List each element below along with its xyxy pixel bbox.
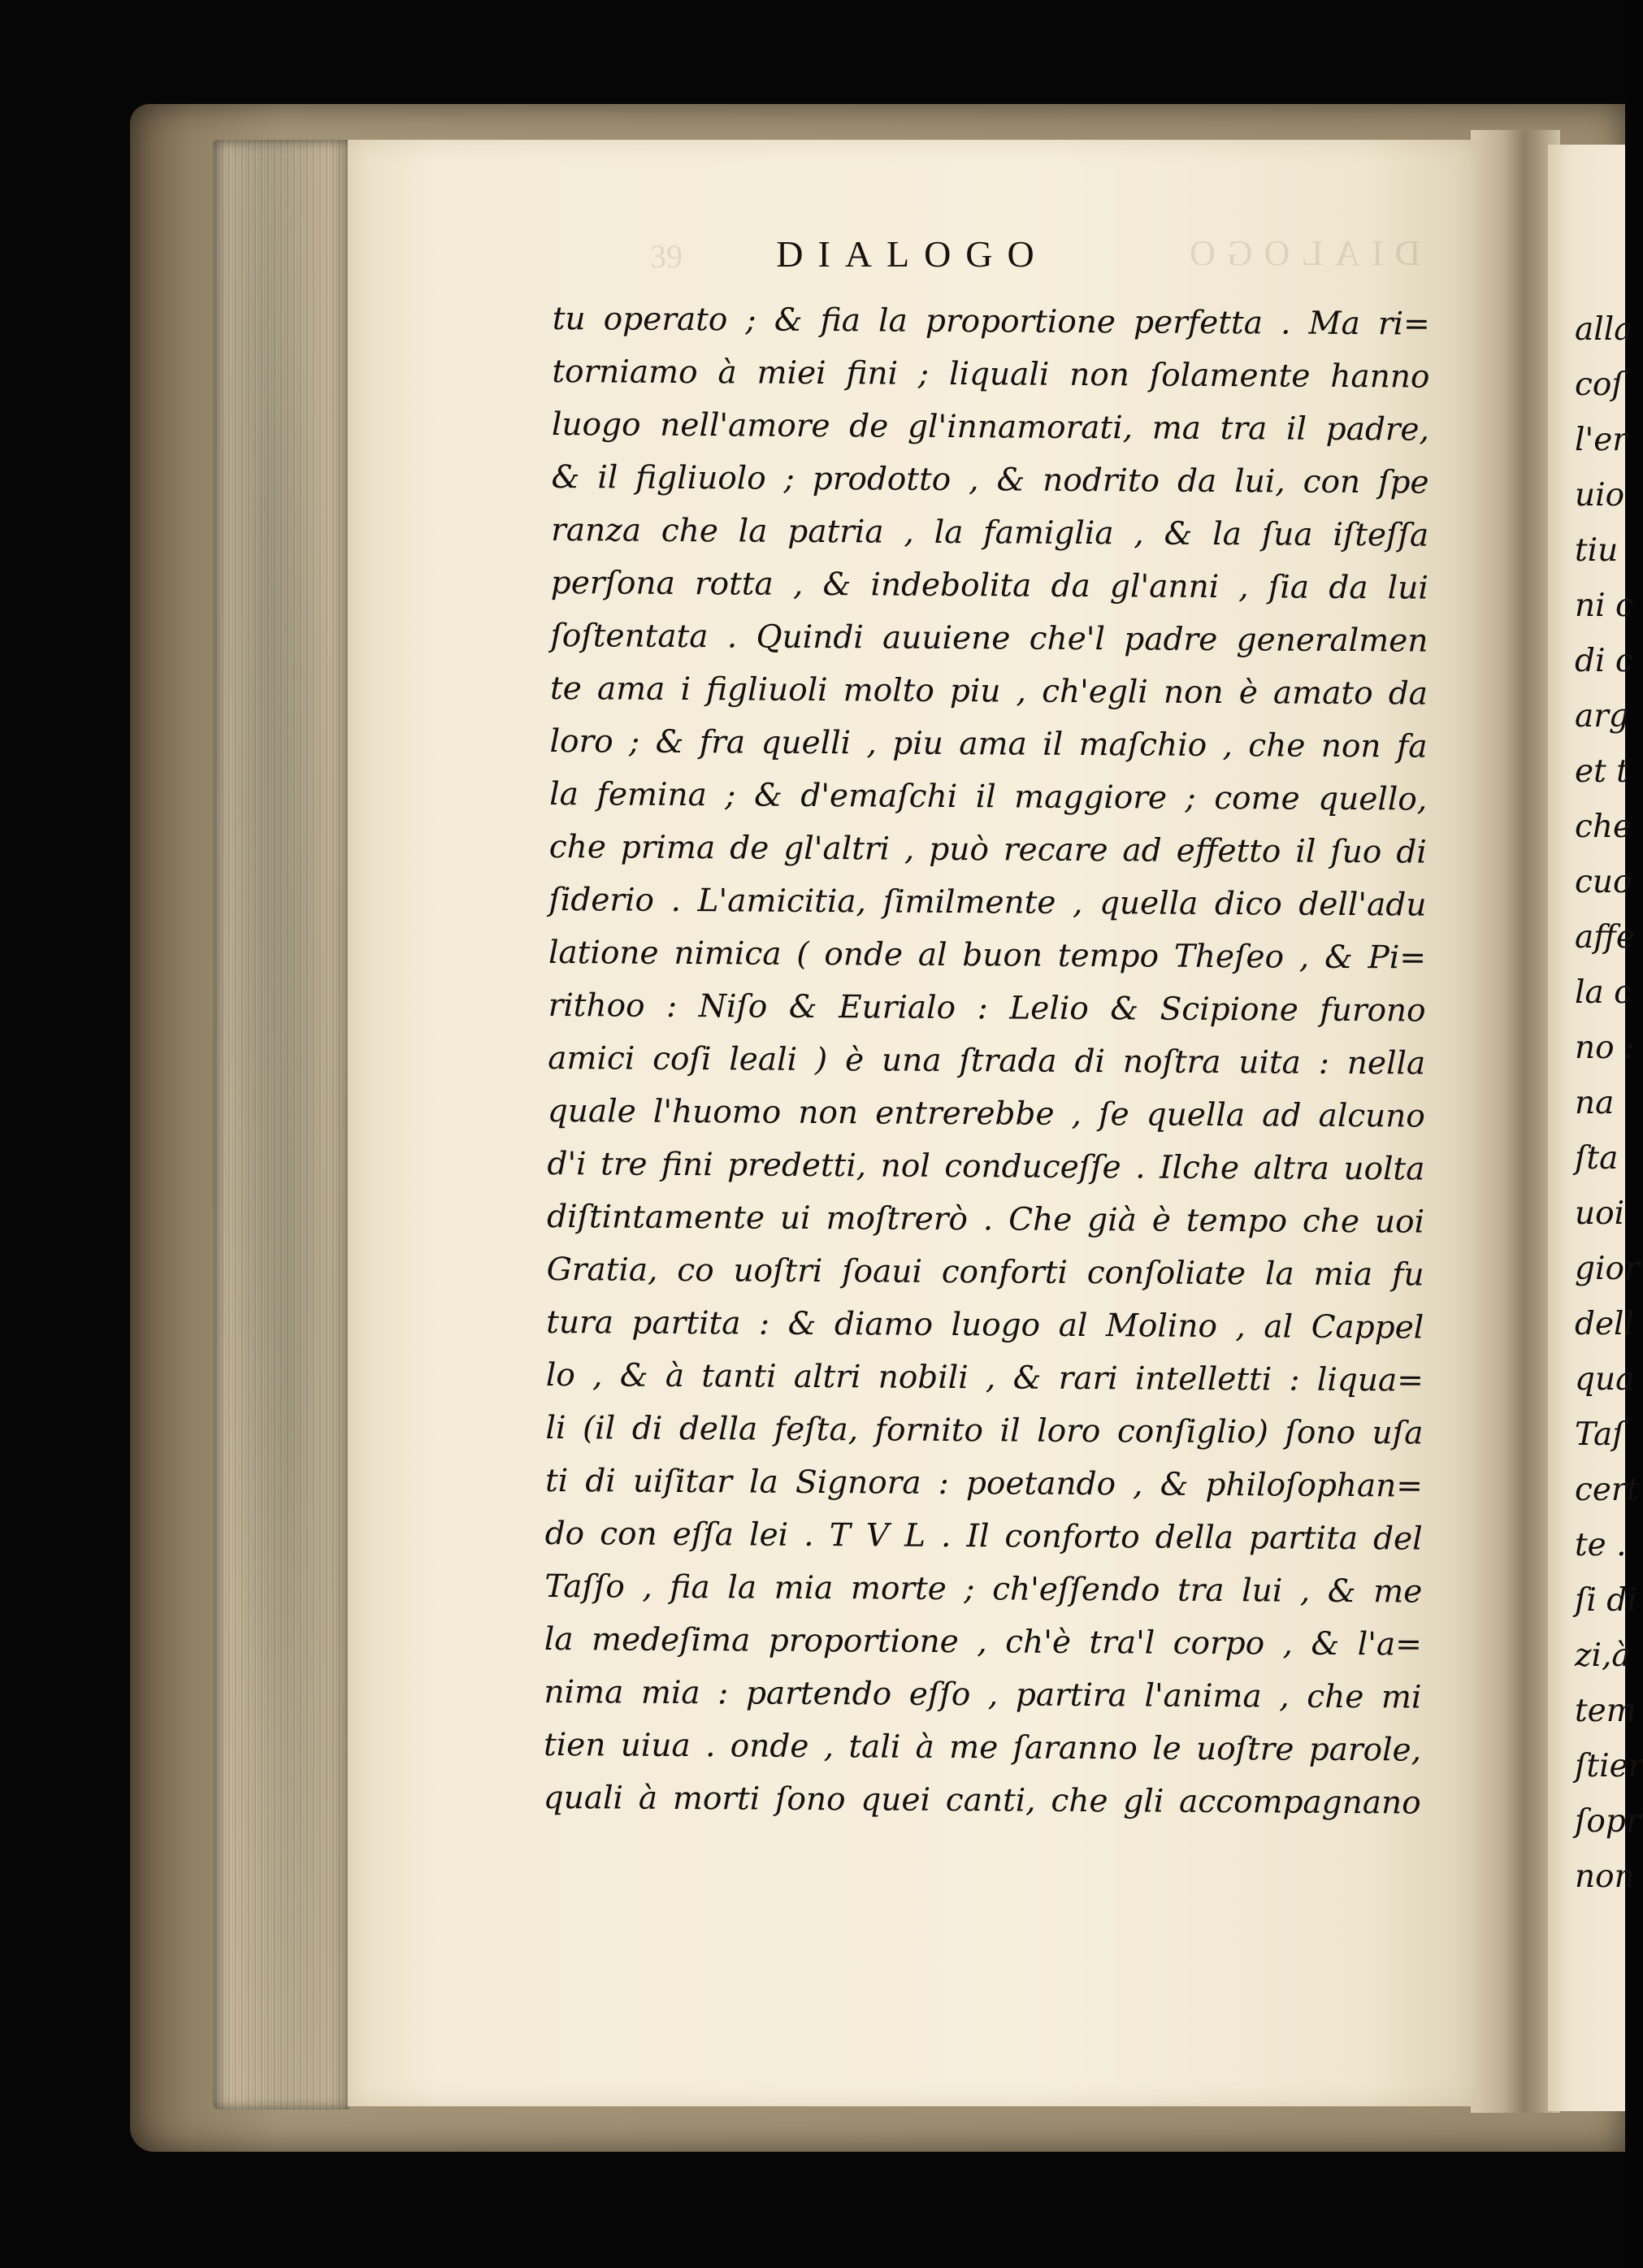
text-line: loro ; & fra quelli , piu ama il maſchio , che non fa: [549, 722, 1428, 765]
text-line: ſiderio . L'amicitia, ſimilmente , quella dico dell'adu: [548, 881, 1427, 924]
text-line: quale l'huomo non entrerebbe , ſe quella ad alcuno: [547, 1092, 1425, 1135]
show-through-running-head: DIALOGO: [1178, 233, 1421, 273]
page-body-text: [543, 293, 1429, 1830]
text-line: Gratia, co uoſtri ſoaui conforti conſoliate la mia fu: [546, 1251, 1424, 1294]
text-line: li (il di della feſta, fornito il loro conſiglio) ſono uſa: [545, 1409, 1424, 1452]
text-line: luogo nell'amore de gl'innamorati, ma tra il padre,: [551, 405, 1430, 449]
facing-line-fragment: no :: [1575, 1030, 1636, 1066]
facing-line-fragment: affe: [1575, 919, 1635, 956]
facing-line-fragment: Taſ: [1575, 1416, 1624, 1453]
text-line: do con eſſa lei . T V L . Il conforto della partita del: [544, 1515, 1423, 1558]
facing-line-fragment: la c: [1575, 974, 1632, 1011]
page-fore-edges: [213, 140, 349, 2110]
facing-line-fragment: uio: [1575, 477, 1625, 514]
text-line: te ama i figliuoli molto piu , ch'egli non è amato da: [549, 670, 1428, 713]
text-line: ſoſtentata . Quindi auuiene che'l padre generalmen: [550, 617, 1428, 660]
text-line: che prima de gl'altri , può recare ad effetto il ſuo di: [548, 828, 1427, 871]
text-line: ranza che la patria , la famiglia , & la ſua iſteſſa: [551, 511, 1429, 554]
text-line: amici coſi leali ) è una ſtrada di noſtra uita : nella: [548, 1039, 1426, 1082]
facing-line-fragment: na: [1575, 1085, 1615, 1121]
running-head: DIALOGO: [776, 233, 1049, 275]
facing-line-fragment: ni c: [1575, 588, 1633, 624]
facing-line-fragment: di c: [1575, 643, 1633, 679]
facing-line-fragment: tem: [1575, 1693, 1636, 1729]
facing-line-fragment: uoi: [1575, 1195, 1625, 1232]
facing-page-text: [1575, 302, 1643, 1905]
facing-line-fragment: arg: [1575, 698, 1629, 735]
book-gutter: [1471, 130, 1560, 2113]
facing-line-fragment: zi,à: [1575, 1637, 1631, 1674]
text-line: diſtintamente ui moſtrerò . Che già è tempo che uoi: [546, 1198, 1425, 1241]
facing-line-fragment: dell: [1575, 1306, 1634, 1342]
text-line: la femina ; & d'emaſchi il maggiore ; come quello,: [549, 775, 1428, 818]
facing-line-fragment: coſ: [1575, 366, 1623, 403]
facing-line-fragment: ſta: [1575, 1140, 1619, 1177]
text-line: tien uiua . onde , tali à me ſaranno le uoſtre parole,: [543, 1726, 1422, 1769]
text-line: quali à morti ſono quei canti, che gli accompagnano: [543, 1779, 1421, 1822]
text-line: tu operato ; & fia la proportione perfetta . Ma ri=: [552, 300, 1430, 343]
show-through-page-number: 39: [650, 238, 683, 275]
facing-line-fragment: ſopr: [1575, 1803, 1641, 1840]
facing-line-fragment: qua: [1575, 1361, 1635, 1398]
text-line: tura partita : & diamo luogo al Molino , al Cappel: [546, 1303, 1424, 1346]
text-line: Taſſo , fia la mia morte ; ch'eſſendo tra lui , & me: [544, 1568, 1423, 1611]
facing-line-fragment: l'er: [1575, 422, 1628, 458]
facing-line-fragment: ſi di: [1575, 1582, 1637, 1619]
text-line: rithoo : Niſo & Eurialo : Lelio & Scipione furono: [548, 987, 1426, 1030]
text-line: lo , & à tanti altri nobili , & rari intelletti : liqua=: [545, 1356, 1424, 1399]
facing-line-fragment: cert: [1575, 1472, 1640, 1508]
text-line: & il figliuolo ; prodotto , & nodrito da lui, con ſpe: [551, 458, 1429, 501]
text-line: perſona rotta , & indebolita da gl'anni , ſia da lui: [550, 564, 1428, 607]
text-line: la medeſima proportione , ch'è tra'l corpo , & l'a=: [544, 1620, 1422, 1663]
facing-line-fragment: gior: [1575, 1251, 1640, 1287]
text-line: ti di uiſitar la Signora : poetando , & philoſophan=: [544, 1462, 1424, 1505]
text-line: nima mia : partendo eſſo , partira l'anima , che mi: [544, 1673, 1422, 1716]
facing-line-fragment: ſtier: [1575, 1748, 1643, 1784]
facing-line-fragment: te .: [1575, 1527, 1627, 1563]
text-line: torniamo à miei fini ; liquali non ſolamente hanno: [552, 353, 1430, 396]
facing-line-fragment: che: [1575, 809, 1632, 845]
facing-line-fragment: alla: [1575, 311, 1633, 348]
text-line: d'i tre fini predetti, nol conduceſſe . Ilche altra uolta: [547, 1145, 1425, 1188]
facing-line-fragment: non: [1575, 1858, 1635, 1895]
facing-line-fragment: tiu: [1575, 532, 1619, 569]
facing-line-fragment: et t: [1575, 753, 1629, 790]
facing-line-fragment: cuo: [1575, 864, 1632, 900]
text-line: latione nimica ( onde al buon tempo Theſeo , & Pi=: [548, 934, 1427, 977]
